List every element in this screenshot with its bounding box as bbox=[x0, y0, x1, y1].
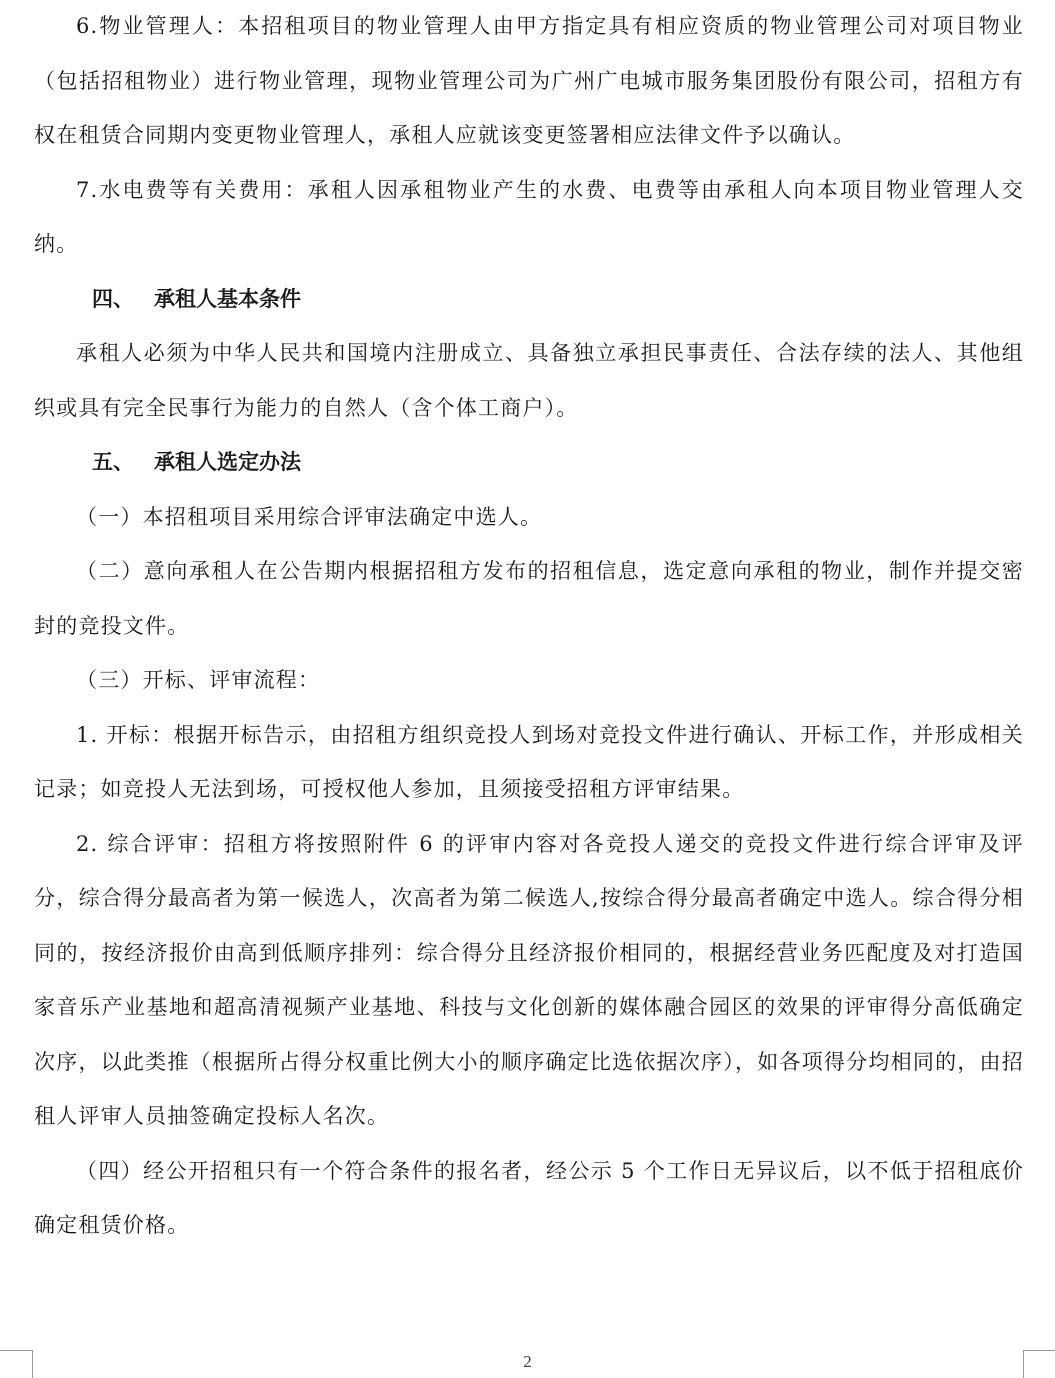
paragraph-evaluation-method: （一）本招租项目采用综合评审法确定中选人。 bbox=[76, 504, 543, 529]
page-corner-mark-right bbox=[1023, 1350, 1055, 1351]
section-number: 五、 bbox=[92, 450, 134, 474]
paragraph-comprehensive-review: 2. 综合评审：招租方将按照附件 6 的评审内容对各竞投人递交的竞投文件进行综合评审及评分，综合得分最高者为第一候选人，次高者为第二候选人,按综合得分最高者确定中选人。综合得分相同的，按经济报价由高到低顺序排列：综合得分且经济报价相同的，根据经营业务匹配度及对打造国家音乐产业基地和超高清视频产业基地、科技与文化创新的媒体融合园区的效果的评审得分高低确定次序，以此类推（根据所占得分权重比例大小的顺序确定比选依据次序），如各项得分均相同的，由招租人评审人员抽签确定投标人名次。 bbox=[34, 831, 1024, 1128]
section-title: 承租人选定办法 bbox=[154, 450, 301, 474]
section-number: 四、 bbox=[92, 286, 134, 311]
paragraph-property-manager: 6.物业管理人：本招租项目的物业管理人由甲方指定具有相应资质的物业管理公司对项目物业（包括招租物业）进行物业管理，现物业管理公司为广州广电城市服务集团股份有限公司，招租方有权在租赁合同期内变更物业管理人，承租人应就该变更签署相应法律文件予以确认。 bbox=[34, 14, 1024, 147]
paragraph-bid-opening: 1. 开标：根据开标告示，由招租方组织竞投人到场对竞投文件进行确认、开标工作，并形成相关记录；如竞投人无法到场，可授权他人参加，且须接受招租方评审结果。 bbox=[34, 722, 1024, 801]
page-number: 2 bbox=[523, 1352, 532, 1371]
paragraph-opening-review-process: （三）开标、评审流程： bbox=[76, 668, 321, 692]
section-title: 承租人基本条件 bbox=[154, 286, 301, 311]
paragraph-utility-fees: 7.水电费等有关费用：承租人因承租物业产生的水费、电费等由承租人向本项目物业管理人交纳。 bbox=[34, 177, 1024, 256]
paragraph-basic-conditions: 承租人必须为中华人民共和国境内注册成立、具备独立承担民事责任、合法存续的法人、其他组织或具有完全民事行为能力的自然人（含个体工商户）。 bbox=[34, 341, 1024, 420]
paragraph-bid-submission: （二）意向承租人在公告期内根据招租方发布的招租信息，选定意向承租的物业，制作并提交密封的竞投文件。 bbox=[34, 559, 1024, 638]
section-heading-selection-method bbox=[34, 435, 1024, 490]
page-corner-mark-left bbox=[0, 1350, 32, 1351]
section-heading-basic-conditions bbox=[34, 272, 1024, 327]
paragraph-single-applicant: （四）经公开招租只有一个符合条件的报名者，经公示 5 个工作日无异议后，以不低于招租底价确定租赁价格。 bbox=[34, 1158, 1024, 1237]
document-page bbox=[34, 0, 1024, 1253]
